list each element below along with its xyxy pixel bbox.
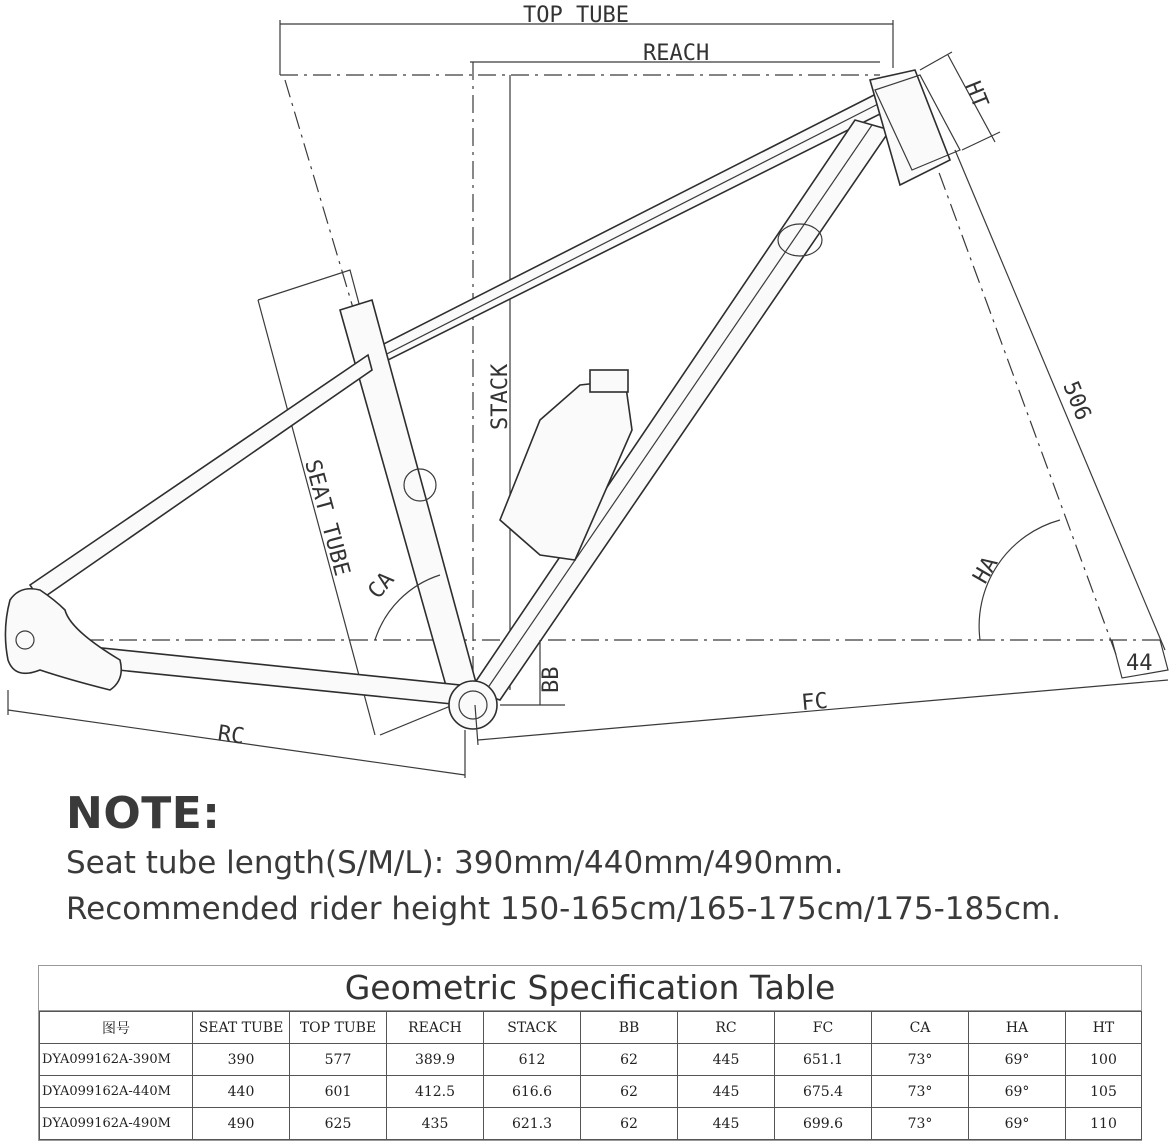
ha-label: HA — [968, 552, 1004, 588]
seat-tube-label: SEAT TUBE — [299, 457, 355, 579]
cell-stack: 616.6 — [484, 1076, 581, 1108]
top-tube-dimension — [280, 3, 893, 75]
cell-ht: 100 — [1066, 1044, 1142, 1076]
cell-ha: 69° — [969, 1044, 1066, 1076]
geometric-specification-table — [38, 965, 1142, 1141]
note-seat-tube-length: Seat tube length(S/M/L): 390mm/440mm/490mm. — [66, 845, 844, 881]
note-section — [66, 788, 1061, 932]
table-row — [40, 1044, 1142, 1076]
ht-label: HT — [959, 77, 993, 112]
header-fc: FC — [775, 1012, 872, 1044]
reach-label: REACH — [643, 41, 710, 66]
header-drawing-no: 图号 — [40, 1012, 193, 1044]
table-row — [40, 1076, 1142, 1108]
bb-label: BB — [539, 666, 564, 693]
cell-ht: 105 — [1066, 1076, 1142, 1108]
header-reach: REACH — [387, 1012, 484, 1044]
cell-seat-tube: 390 — [193, 1044, 290, 1076]
fork-offset-label: 44 — [1126, 651, 1153, 676]
header-bb: BB — [581, 1012, 678, 1044]
cell-rc: 445 — [678, 1076, 775, 1108]
note-title: NOTE: — [66, 788, 221, 839]
cell-model: DYA099162A-440M — [40, 1076, 193, 1108]
cell-ha: 69° — [969, 1108, 1066, 1140]
cell-seat-tube: 440 — [193, 1076, 290, 1108]
cell-ht: 110 — [1066, 1108, 1142, 1140]
cell-reach: 412.5 — [387, 1076, 484, 1108]
fork-length-label: 506 — [1057, 377, 1096, 425]
bottom-bracket — [449, 681, 497, 729]
cell-fc: 651.1 — [775, 1044, 872, 1076]
fc-label: FC — [800, 688, 829, 716]
frame — [5, 70, 960, 729]
cell-top-tube: 577 — [290, 1044, 387, 1076]
header-seat-tube: SEAT TUBE — [193, 1012, 290, 1044]
cell-bb: 62 — [581, 1108, 678, 1140]
cell-fc: 675.4 — [775, 1076, 872, 1108]
stack-label: STACK — [488, 363, 513, 430]
top-tube-label: TOP TUBE — [523, 3, 629, 28]
cell-reach: 389.9 — [387, 1044, 484, 1076]
header-top-tube: TOP TUBE — [290, 1012, 387, 1044]
ca-label: CA — [363, 567, 400, 604]
spec-table-title: Geometric Specification Table — [39, 966, 1141, 1011]
cell-model: DYA099162A-390M — [40, 1044, 193, 1076]
cell-ca: 73° — [872, 1076, 969, 1108]
cell-rc: 445 — [678, 1108, 775, 1140]
cell-ca: 73° — [872, 1108, 969, 1140]
cell-ca: 73° — [872, 1044, 969, 1076]
cell-bb: 62 — [581, 1044, 678, 1076]
cell-model: DYA099162A-490M — [40, 1108, 193, 1140]
cell-stack: 621.3 — [484, 1108, 581, 1140]
cell-ha: 69° — [969, 1076, 1066, 1108]
spec-table-grid — [39, 1011, 1142, 1140]
header-rc: RC — [678, 1012, 775, 1044]
bottle-cap — [590, 370, 628, 392]
header-ca: CA — [872, 1012, 969, 1044]
cell-seat-tube: 490 — [193, 1108, 290, 1140]
header-stack: STACK — [484, 1012, 581, 1044]
header-ht: HT — [1066, 1012, 1142, 1044]
spec-table-header-row — [40, 1012, 1142, 1044]
rear-dropout — [5, 589, 121, 690]
cell-reach: 435 — [387, 1108, 484, 1140]
cell-rc: 445 — [678, 1044, 775, 1076]
cell-stack: 612 — [484, 1044, 581, 1076]
cell-top-tube: 625 — [290, 1108, 387, 1140]
rc-label: RC — [216, 721, 246, 750]
cell-bb: 62 — [581, 1076, 678, 1108]
cell-top-tube: 601 — [290, 1076, 387, 1108]
table-row — [40, 1108, 1142, 1140]
header-ha: HA — [969, 1012, 1066, 1044]
note-rider-height: Recommended rider height 150-165cm/165-175cm/175-185cm. — [66, 891, 1062, 927]
cell-fc: 699.6 — [775, 1108, 872, 1140]
